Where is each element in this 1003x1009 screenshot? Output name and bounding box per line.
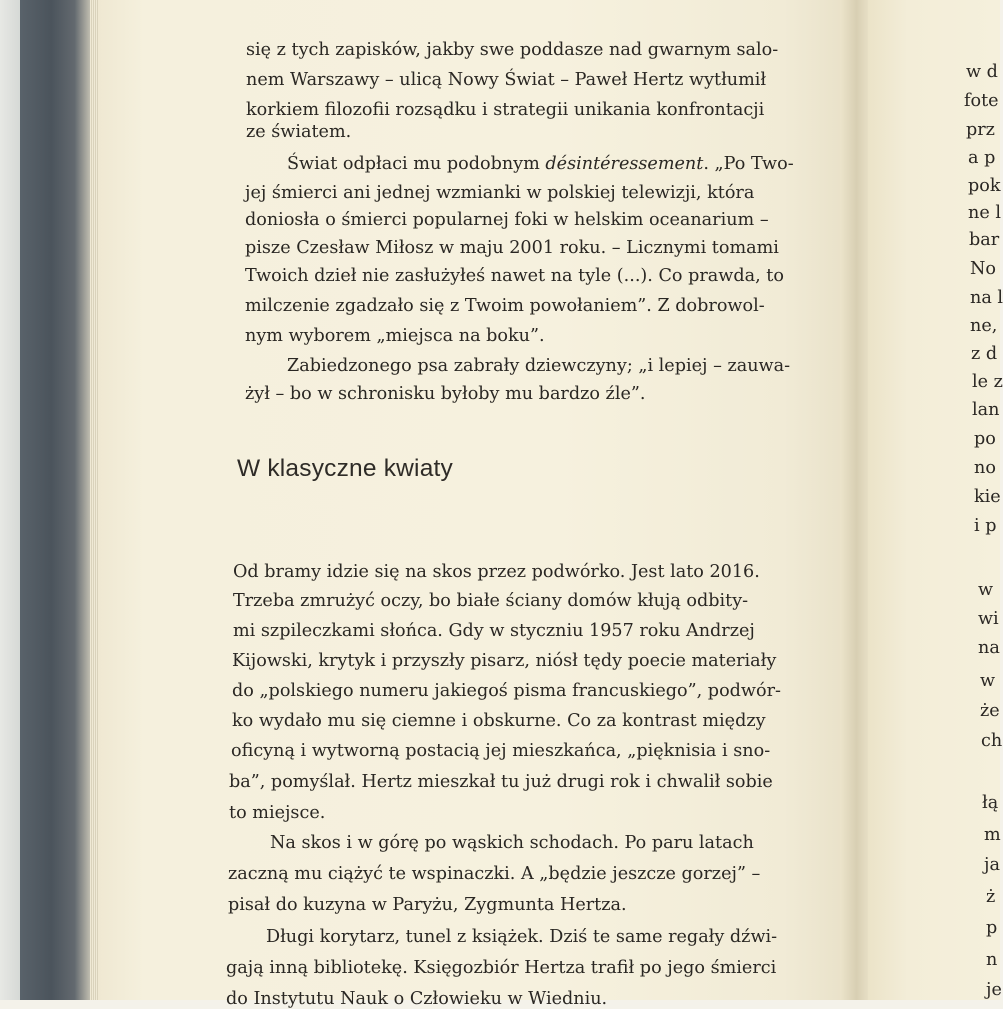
text-line: Trzeba zmrużyć oczy, bo białe ściany domów kłują odbity- <box>233 591 749 611</box>
text-fragment: na l <box>970 288 1003 308</box>
text-line: ze światem. <box>246 122 352 142</box>
text-fragment: a p <box>968 148 996 168</box>
text-line: jej śmierci ani jednej wzmianki w polskiej telewizji, która <box>245 183 755 203</box>
text-fragment: ne, <box>970 316 998 336</box>
text-fragment: że <box>980 701 1000 721</box>
text-line: Kijowski, krytyk i przyszły pisarz, niósł tędy poecie materiały <box>232 651 777 671</box>
text-line: milczenie zgadzało się z Twoim powołaniem”. Z dobrowol- <box>245 296 765 316</box>
text-fragment: kie <box>974 487 1001 507</box>
text-fragment: fote <box>964 91 999 111</box>
text-fragment: m <box>984 825 1001 845</box>
text-line: korkiem filozofii rozsądku i strategii unikania konfrontacji <box>246 100 765 120</box>
text-span: Świat odpłaci mu podobnym <box>287 154 546 174</box>
text-fragment: z d <box>971 344 998 364</box>
text-line: pisze Czesław Miłosz w maju 2001 roku. – Licznymi tomami <box>245 238 779 258</box>
text-line: to miejsce. <box>229 803 326 823</box>
text-fragment: ż <box>986 887 996 907</box>
italic-term: désintéressement <box>545 154 704 174</box>
text-fragment: no <box>974 458 996 478</box>
text-fragment: ja <box>984 855 1000 875</box>
text-line: gają inną bibliotekę. Księgozbiór Hertza trafił po jego śmierci <box>226 958 777 978</box>
text-fragment: łą <box>982 793 999 813</box>
text-line: Twoich dzieł nie zasłużyłeś nawet na tyle (...). Co prawda, to <box>245 266 784 286</box>
text-line: Zabiedzonego psa zabrały dziewczyny; „i lepiej – zauwa- <box>287 356 791 376</box>
text-fragment: n <box>986 950 998 970</box>
text-fragment: i p <box>974 516 997 536</box>
text-line: żył – bo w schronisku byłoby mu bardzo źle”. <box>245 384 646 404</box>
text-line: nym wyborem „miejsca na boku”. <box>245 326 545 346</box>
text-fragment: na <box>978 638 1000 658</box>
text-fragment: prz <box>966 120 995 140</box>
text-line: pisał do kuzyna w Paryżu, Zygmunta Hertza. <box>228 895 627 915</box>
text-fragment: w <box>980 671 996 691</box>
text-fragment: w <box>978 580 994 600</box>
text-fragment: pok <box>968 176 1001 196</box>
text-line: ko wydało mu się ciemne i obskurne. Co za kontrast między <box>232 711 766 731</box>
text-fragment: lan <box>972 400 1000 420</box>
text-line-with-italic <box>287 156 794 174</box>
text-line: oficyną i wytworną postacią jej mieszkańca, „pięknisia i sno- <box>231 741 771 761</box>
text-line: do „polskiego numeru jakiegoś pisma francuskiego”, podwór- <box>232 681 781 701</box>
text-line: nem Warszawy – ulicą Nowy Świat – Paweł Hertz wytłumił <box>246 70 767 90</box>
text-line: ba”, pomyślał. Hertz mieszkał tu już drugi rok i chwalił sobie <box>229 772 773 792</box>
text-line: doniosła o śmierci popularnej foki w helskim oceanarium – <box>245 210 769 230</box>
text-fragment: po <box>974 429 996 449</box>
book-cover-edge <box>20 0 98 1000</box>
text-fragment: p <box>986 918 998 938</box>
text-line: się z tych zapisków, jakby swe poddasze nad gwarnym salo- <box>246 40 779 60</box>
text-fragment: bar <box>969 230 1000 250</box>
book-gutter <box>840 0 870 1000</box>
text-fragment: je <box>986 980 1002 1000</box>
text-fragment: ch <box>981 731 1003 751</box>
text-line: zaczną mu ciążyć te wspinaczki. A „będzie jeszcze gorzej” – <box>228 864 761 884</box>
text-fragment: wi <box>978 609 999 629</box>
text-fragment: w d <box>966 62 998 82</box>
section-heading: W klasyczne kwiaty <box>237 455 453 482</box>
background-table <box>0 0 20 1000</box>
text-fragment: le z <box>972 372 1003 392</box>
text-line: mi szpileczkami słońca. Gdy w styczniu 1957 roku Andrzej <box>233 621 755 641</box>
text-fragment: ne l <box>968 203 1001 223</box>
text-line: Długi korytarz, tunel z książek. Dziś te same regały dźwi- <box>266 927 778 947</box>
text-line: Na skos i w górę po wąskich schodach. Po paru latach <box>270 833 754 853</box>
text-line: do Instytutu Nauk o Człowieku w Wiedniu. <box>226 989 608 1009</box>
text-fragment: No <box>970 259 996 279</box>
text-line: Od bramy idzie się na skos przez podwórko. Jest lato 2016. <box>233 562 760 582</box>
text-span: . „Po Two- <box>703 154 794 174</box>
